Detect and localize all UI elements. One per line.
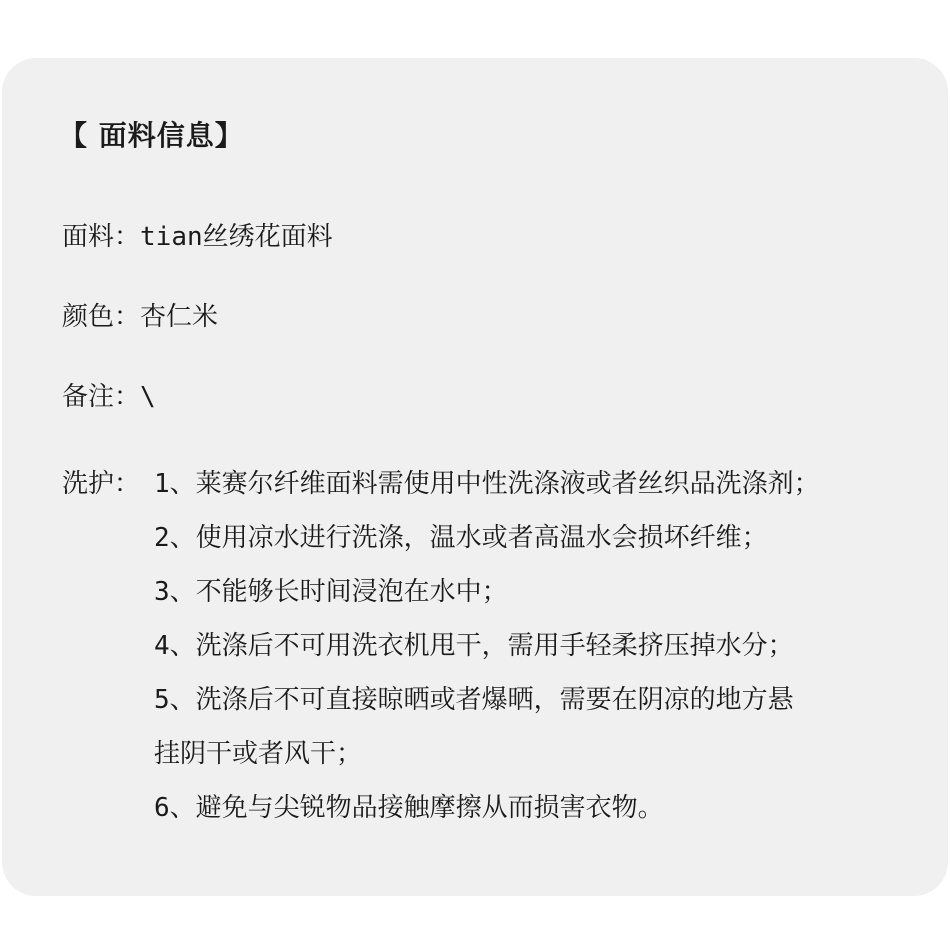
wash-line-5-continued: 挂阴干或者风干；	[154, 739, 363, 769]
wash-instructions	[154, 468, 924, 824]
section-title: 【 面料信息】	[59, 119, 244, 152]
note-value: \	[140, 382, 156, 412]
wash-line-4: 4、洗涤后不可用洗衣机甩干，需用手轻柔挤压掉水分；	[154, 631, 794, 661]
fabric-value: tian丝绣花面料	[140, 222, 333, 252]
wash-line-1: 1、莱赛尔纤维面料需使用中性洗涤液或者丝织品洗涤剂；	[154, 469, 820, 499]
fabric-label: 面料：	[62, 222, 141, 252]
color-value: 杏仁米	[140, 302, 219, 332]
wash-line-6: 6、避免与尖锐物品接触摩擦从而损害衣物。	[154, 793, 664, 823]
fabric-row	[62, 221, 333, 253]
wash-label: 洗护：	[62, 469, 141, 499]
note-label: 备注：	[62, 382, 141, 412]
note-row	[62, 381, 156, 413]
color-row	[62, 301, 218, 333]
wash-line-3: 3、不能够长时间浸泡在水中；	[154, 577, 508, 607]
wash-line-2: 2、使用凉水进行洗涤，温水或者高温水会损坏纤维；	[154, 523, 768, 553]
wash-line-5: 5、洗涤后不可直接晾晒或者爆晒，需要在阴凉的地方悬	[154, 685, 794, 715]
color-label: 颜色：	[62, 302, 141, 332]
fabric-info-card	[2, 58, 948, 896]
